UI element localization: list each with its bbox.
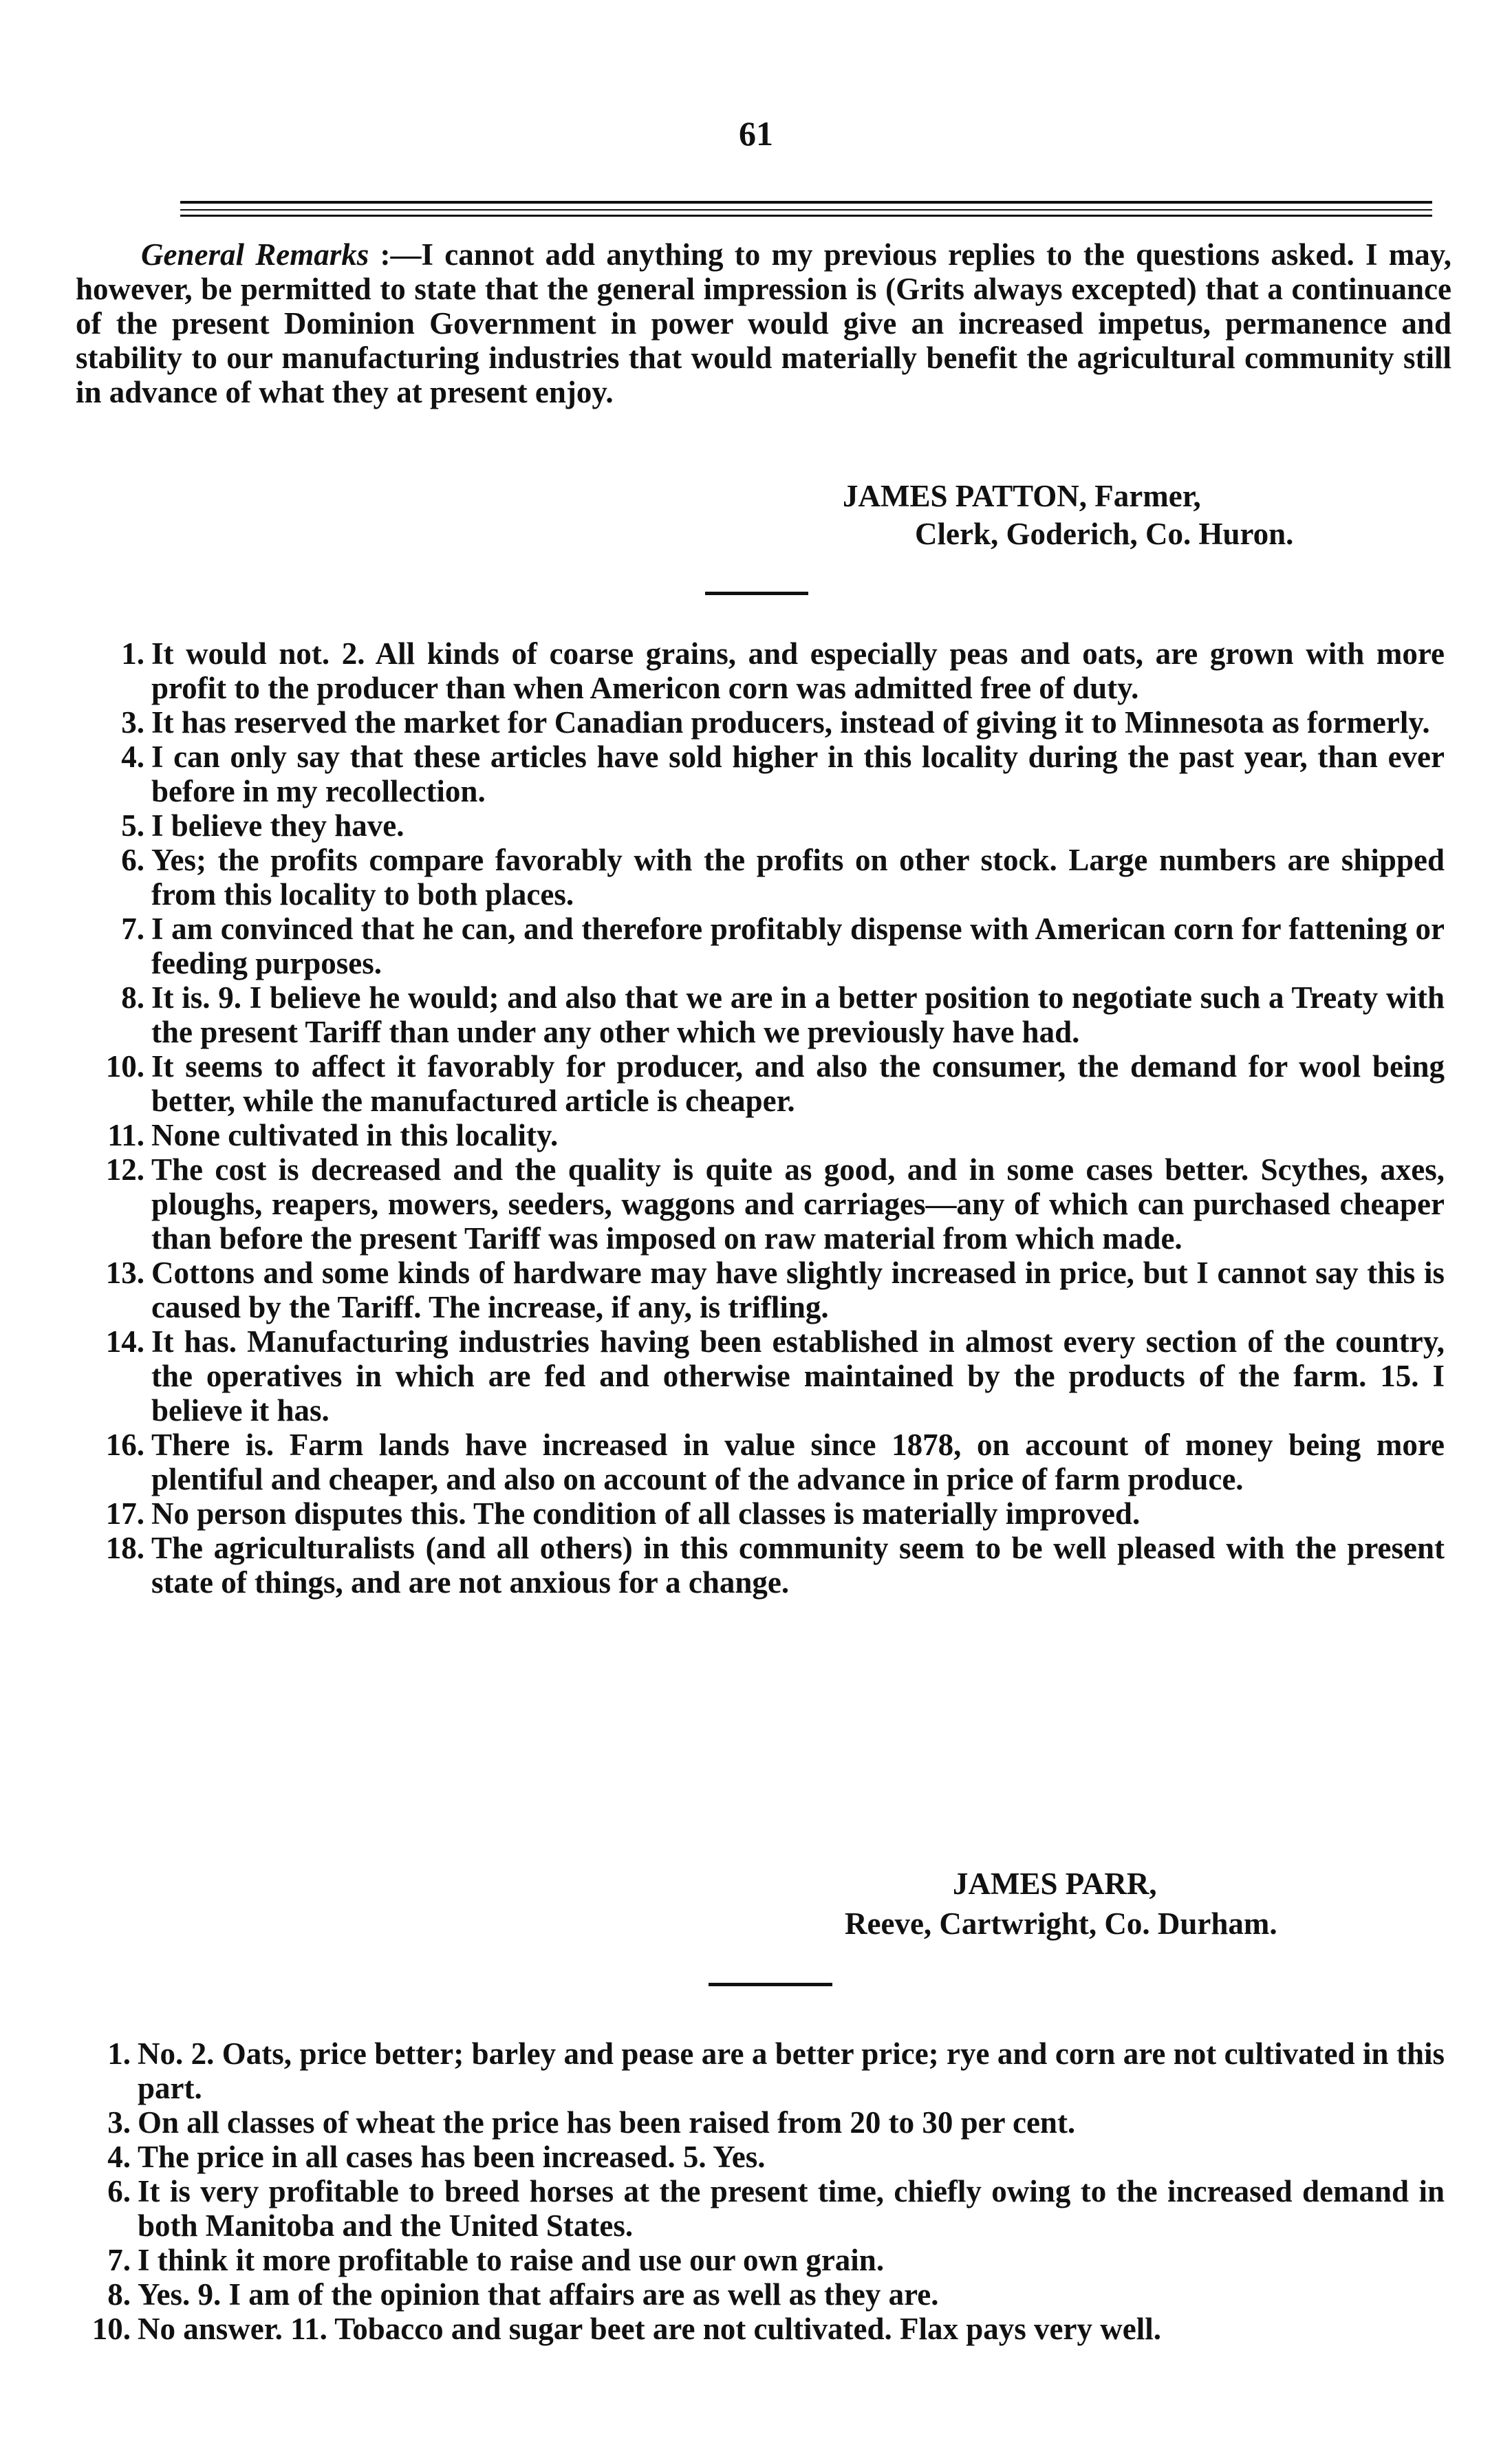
answer-text: No. 2. Oats, price better; barley and pease are a better price; rye and corn are not cultivated in this part.: [138, 2036, 1445, 2105]
answer-item: [76, 2243, 1445, 2277]
answer-number: 7.: [121, 912, 144, 946]
answer-item: [76, 1256, 1445, 1324]
answer-number: 8.: [121, 980, 144, 1015]
answer-text: It is. 9. I believe he would; and also that we are in a better position to negotiate such a Treaty with the present Tariff than under any other which we previously have had.: [151, 980, 1445, 1049]
answer-text: Yes. 9. I am of the opinion that affairs are as well as they are.: [138, 2277, 939, 2312]
general-remarks-label: General Remarks: [141, 237, 369, 272]
answer-text: It seems to affect it favorably for producer, and also the consumer, the demand for wool being better, while the manufactured article is cheaper.: [151, 1049, 1445, 1118]
answer-item: [76, 1152, 1445, 1256]
answer-item: [76, 2140, 1445, 2174]
answer-item: [76, 705, 1445, 740]
general-remarks-text: I cannot add anything to my previous replies to the questions asked. I may, however, be permitted to state that the general impression is (Grits always excepted) that a continuance of the present Dominion Government in power would give an increased impetus, permanence and stability to our manufacturing industries that would materially benefit the agricultural community still in advance of what they at present enjoy.: [76, 237, 1451, 409]
answer-text: None cultivated in this locality.: [151, 1118, 559, 1152]
answer-text: The price in all cases has been increased. 5. Yes.: [138, 2140, 766, 2174]
answer-number: 10.: [91, 2312, 131, 2346]
answer-item: [76, 1324, 1445, 1428]
answer-item: [76, 912, 1445, 980]
section-divider-2: [709, 1983, 832, 1986]
answer-item: [76, 1118, 1445, 1152]
signature-patton-name: JAMES PATTON, Farmer,: [843, 479, 1201, 513]
signature-parr-title: Reeve, Cartwright, Co. Durham.: [845, 1906, 1277, 1941]
general-remarks: [76, 237, 1451, 409]
answer-text: On all classes of wheat the price has been raised from 20 to 30 per cent.: [138, 2105, 1076, 2140]
answer-number: 8.: [107, 2277, 131, 2312]
answer-number: 1.: [121, 636, 144, 671]
answer-text: No person disputes this. The condition of all classes is materially improved.: [151, 1496, 1141, 1531]
answer-item: [76, 1531, 1445, 1600]
answer-item: [76, 2036, 1445, 2105]
answer-number: 13.: [105, 1256, 144, 1290]
answer-item: [76, 1496, 1445, 1531]
answers-parr: [76, 2036, 1445, 2346]
general-remarks-paragraph: [76, 237, 1451, 409]
answer-number: 6.: [107, 2174, 131, 2208]
answer-number: 3.: [107, 2105, 131, 2140]
answer-item: [76, 636, 1445, 705]
signature-parr-name: JAMES PARR,: [953, 1867, 1157, 1901]
answer-item: [76, 2174, 1445, 2243]
answer-number: 17.: [105, 1496, 144, 1531]
page-number: 61: [739, 114, 773, 153]
answer-number: 5.: [121, 808, 144, 843]
answer-item: [76, 1049, 1445, 1118]
answer-number: 11.: [107, 1118, 144, 1152]
answer-item: [76, 2105, 1445, 2140]
answer-item: [76, 1428, 1445, 1496]
answer-item: [76, 980, 1445, 1049]
answer-number: 7.: [107, 2243, 131, 2277]
answer-text: Cottons and some kinds of hardware may have slightly increased in price, but I cannot say this is caused by the Tariff. The increase, if any, is trifling.: [151, 1256, 1445, 1324]
answer-item: [76, 2277, 1445, 2312]
answers-patton: [76, 636, 1445, 1600]
answer-number: 3.: [121, 705, 144, 740]
answer-item: [76, 808, 1445, 843]
answer-text: The agriculturalists (and all others) in this community seem to be well pleased with the present state of things, and are not anxious for a change.: [151, 1531, 1445, 1600]
answer-text: I think it more profitable to raise and use our own grain.: [138, 2243, 885, 2277]
signature-patton-title: Clerk, Goderich, Co. Huron.: [915, 517, 1294, 551]
header-rule-bottom: [180, 215, 1432, 217]
answer-number: 4.: [107, 2140, 131, 2174]
answer-number: 1.: [107, 2036, 131, 2071]
answer-item: [76, 740, 1445, 808]
answer-text: There is. Farm lands have increased in value since 1878, on account of money being more plentiful and cheaper, and also on account of the advance in price of farm produce.: [151, 1428, 1445, 1496]
answer-text: The cost is decreased and the quality is quite as good, and in some cases better. Scythes, axes, ploughs, reapers, mowers, seeders, waggons and carriages—any of which can purchased cheaper than before the present Tariff was imposed on raw material from which made.: [151, 1152, 1445, 1256]
answer-item: [76, 2312, 1445, 2346]
answer-text: It has reserved the market for Canadian producers, instead of giving it to Minnesota as formerly.: [151, 705, 1430, 740]
header-rule-top: [180, 201, 1432, 204]
answer-number: 16.: [105, 1428, 144, 1462]
answer-item: [76, 843, 1445, 912]
answer-number: 12.: [105, 1152, 144, 1187]
answer-text: No answer. 11. Tobacco and sugar beet are not cultivated. Flax pays very well.: [138, 2312, 1161, 2346]
answer-text: I am convinced that he can, and therefore profitably dispense with American corn for fattening or feeding purposes.: [151, 912, 1445, 980]
answer-text: It is very profitable to breed horses at the present time, chiefly owing to the increased demand in both Manitoba and the United States.: [138, 2174, 1445, 2243]
answer-text: I believe they have.: [151, 808, 404, 843]
answer-number: 6.: [121, 843, 144, 877]
answer-number: 4.: [121, 740, 144, 774]
answer-text: It would not. 2. All kinds of coarse grains, and especially peas and oats, are grown with more profit to the producer than when Americon corn was admitted free of duty.: [151, 636, 1445, 705]
section-divider-1: [705, 592, 808, 595]
general-remarks-lead: :—: [369, 237, 422, 272]
answer-number: 18.: [105, 1531, 144, 1565]
answer-number: 14.: [105, 1324, 144, 1359]
answer-text: It has. Manufacturing industries having been established in almost every section of the country, the operatives in which are fed and otherwise maintained by the products of the farm. 15. I believe it has.: [151, 1324, 1445, 1428]
answer-number: 10.: [105, 1049, 144, 1084]
header-rule-middle: [180, 209, 1432, 211]
answer-text: Yes; the profits compare favorably with the profits on other stock. Large numbers are shipped from this locality to both places.: [151, 843, 1445, 912]
answer-text: I can only say that these articles have sold higher in this locality during the past year, than ever before in my recollection.: [151, 740, 1445, 808]
